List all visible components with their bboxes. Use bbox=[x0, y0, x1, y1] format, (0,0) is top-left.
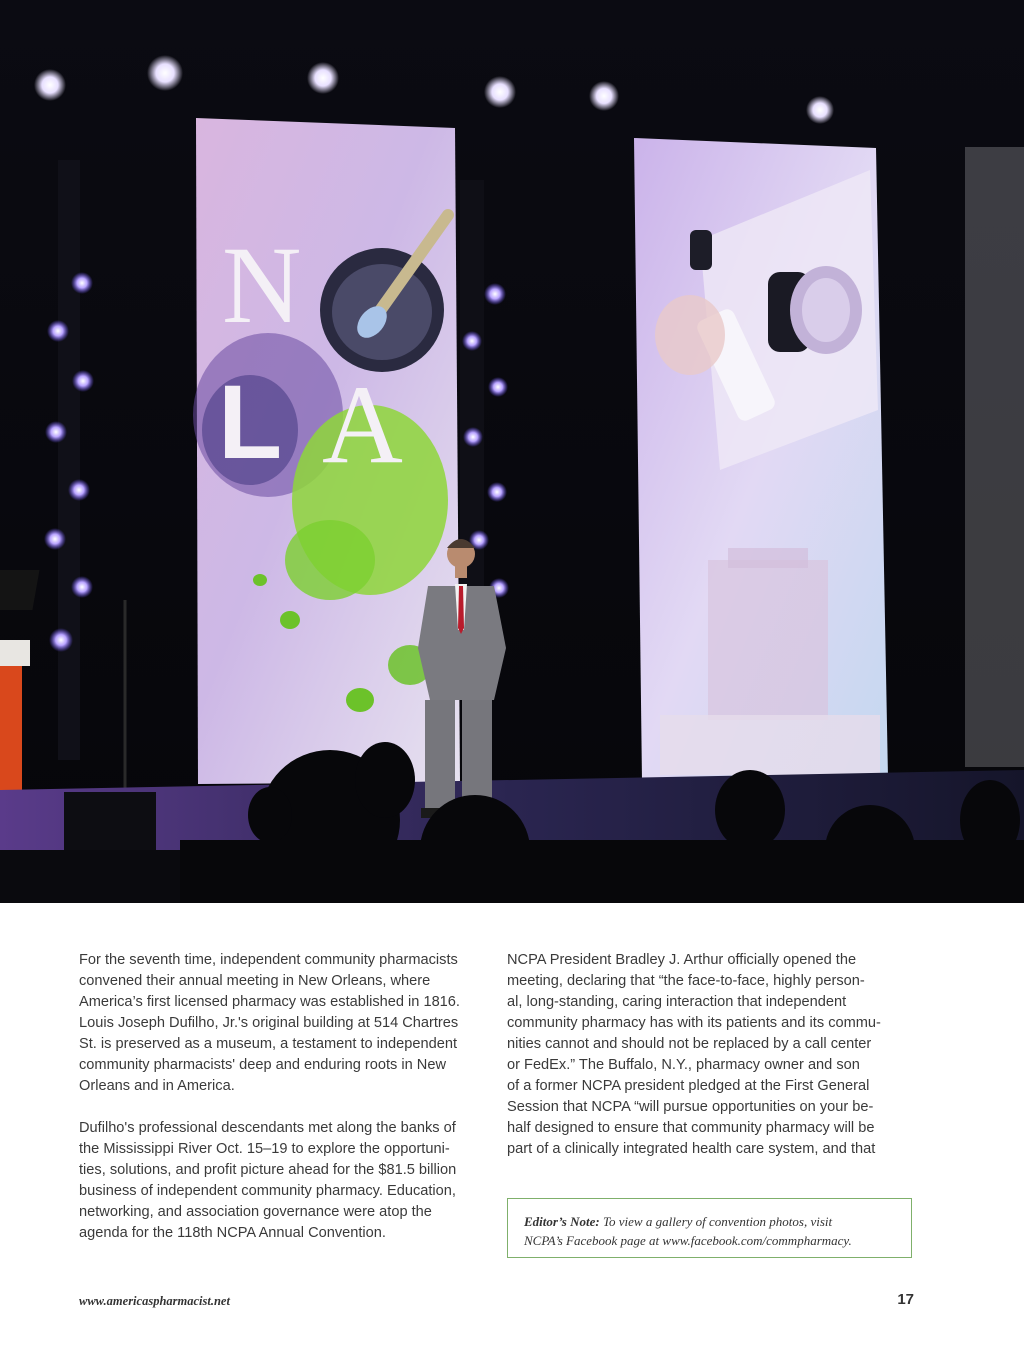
editor-note-text: To view a gallery of convention photos, visit NCPA’s Facebook page at www.facebook.com/commpharmacy. bbox=[524, 1214, 852, 1248]
article-left-column bbox=[79, 950, 489, 1244]
article-paragraph-1: For the seventh time, independent community pharmacists convened their annual meeting in New Orleans, where America’s first licensed pharmacy was established in 1816. Louis Joseph Dufilho, Jr.'s original building at 514 Chartres St. is preserved as a museum, a testament to independent community pharmacists' deep and enduring roots in New Orleans and in America. bbox=[79, 952, 460, 1094]
pharmacy-image-screen bbox=[634, 138, 888, 782]
editor-note-label: Editor’s Note: bbox=[524, 1214, 600, 1229]
banner-letter-n: N bbox=[222, 224, 302, 346]
banner-letter-l: L bbox=[218, 364, 283, 481]
article-paragraph-2: Dufilho's professional descendants met along the banks of the Mississippi River Oct. 15–19 to explore the opportuni- ties, solutions, and profit picture ahead for the $81.5 billion business of independent community pharmacy. Education, networking, and association governance were atop the agenda for the 118th NCPA Annual Convention. bbox=[79, 1120, 457, 1241]
article-right-column bbox=[507, 950, 917, 1160]
page-number: 17 bbox=[897, 1291, 914, 1308]
footer-website-url: www.americaspharmacist.net bbox=[79, 1294, 230, 1308]
banner-letter-a: A bbox=[322, 363, 403, 487]
nola-banner-screen bbox=[193, 118, 460, 784]
article-paragraph-3: NCPA President Bradley J. Arthur officially opened the meeting, declaring that “the face-to-face, highly person- al, long-standing, caring interaction that independent community pharmacy has with its patients and its commu- nities cannot and should not be replaced by a call center or FedEx.” The Buffalo, N.Y., pharmacy owner and son of a former NCPA president pledged at the First General Session that NCPA “will pursue opportunities on your be- half designed to ensure that community pharmacy will be part of a clinically integrated health care system, and that bbox=[507, 952, 881, 1157]
editor-note-box bbox=[507, 1198, 912, 1258]
